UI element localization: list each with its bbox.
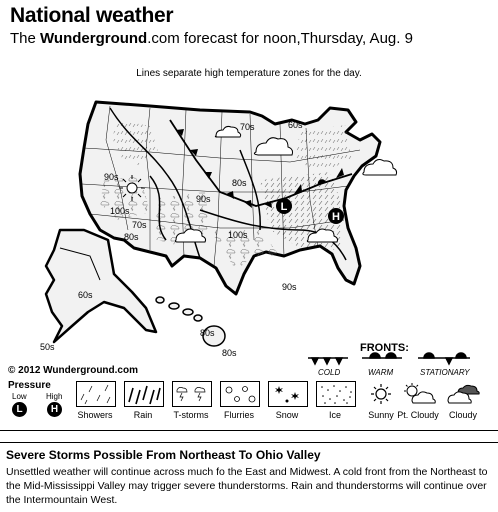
pressure-low-label: Low: [12, 392, 27, 401]
snow-icon: [268, 381, 308, 407]
high-pressure-icon: H: [47, 402, 62, 417]
partly-cloudy-icon: [400, 381, 436, 407]
legend-label-flurries: Flurries: [223, 410, 254, 420]
low-pressure-icon: L: [12, 402, 27, 417]
fronts-legend-symbols: [308, 353, 470, 364]
showers-icon: [76, 381, 116, 407]
legend-label-sunny: Sunny: [368, 410, 394, 420]
temp-label: 80s: [124, 232, 139, 242]
temp-label: 80s: [222, 348, 237, 358]
story-body: Unsettled weather will continue across much fo the East and Midwest. A cold front from the Northeast to the Mid-Mississippi Valley may trigger severe thunderstorms. Rain and thunderstorms will continue over the Intermountain West.: [6, 466, 488, 506]
hawaii-outline: [156, 297, 225, 346]
sunny-icon: [366, 381, 396, 407]
front-label-stationary: STATIONARY: [420, 368, 470, 377]
weather-map: [0, 80, 498, 370]
legend-label-rain: Rain: [133, 410, 153, 420]
temp-label: 90s: [104, 172, 119, 182]
rain-icon: [124, 381, 164, 407]
story-headline: Severe Storms Possible From Northeast To Ohio Valley: [6, 448, 321, 462]
temp-label: 50s: [40, 342, 55, 352]
temp-label: 60s: [288, 120, 303, 130]
high-pressure-center: [328, 208, 344, 224]
front-label-cold: COLD: [318, 368, 341, 377]
copyright: © 2012 Wunderground.com: [8, 365, 138, 376]
svg-text:H: H: [332, 211, 340, 223]
front-label-warm: WARM: [368, 368, 394, 377]
legend-label-t-storms: T-storms: [173, 410, 209, 420]
divider: [0, 430, 498, 431]
temp-label: 100s: [228, 230, 248, 240]
fronts-title: FRONTS:: [360, 342, 409, 354]
low-pressure-center: [276, 198, 292, 214]
svg-text:L: L: [280, 201, 288, 213]
legend-label-partly-cloudy: Pt. Cloudy: [397, 410, 439, 420]
page-title: National weather: [10, 4, 174, 27]
legend-label-showers: Showers: [77, 410, 113, 420]
temp-label: 80s: [200, 328, 215, 338]
ice-icon: [316, 381, 356, 407]
subtitle-prefix: The: [10, 30, 41, 47]
legend-label-ice: Ice: [328, 410, 341, 420]
temp-label: 90s: [196, 194, 211, 204]
flurries-icon: [220, 381, 260, 407]
temp-label: 70s: [240, 122, 255, 132]
temp-label: 70s: [132, 220, 147, 230]
subtitle-suffix: .com forecast for noon,Thursday, Aug. 9: [147, 30, 413, 47]
legend-label-snow: Snow: [275, 410, 299, 420]
temp-label: 80s: [232, 178, 247, 188]
subtitle-brand: Wunderground: [40, 30, 148, 47]
cloudy-icon: [444, 381, 482, 407]
temp-label: 90s: [282, 282, 297, 292]
t-storms-icon: [172, 381, 212, 407]
divider: [0, 442, 498, 443]
map-note: Lines separate high temperature zones for the day.: [136, 68, 362, 79]
temp-label: 100s: [110, 206, 130, 216]
legend-label-cloudy: Cloudy: [448, 410, 477, 420]
pressure-high-label: High: [46, 392, 63, 401]
page-subtitle: [10, 30, 413, 47]
temp-label: 60s: [78, 290, 93, 300]
pressure-title: Pressure: [8, 380, 51, 391]
